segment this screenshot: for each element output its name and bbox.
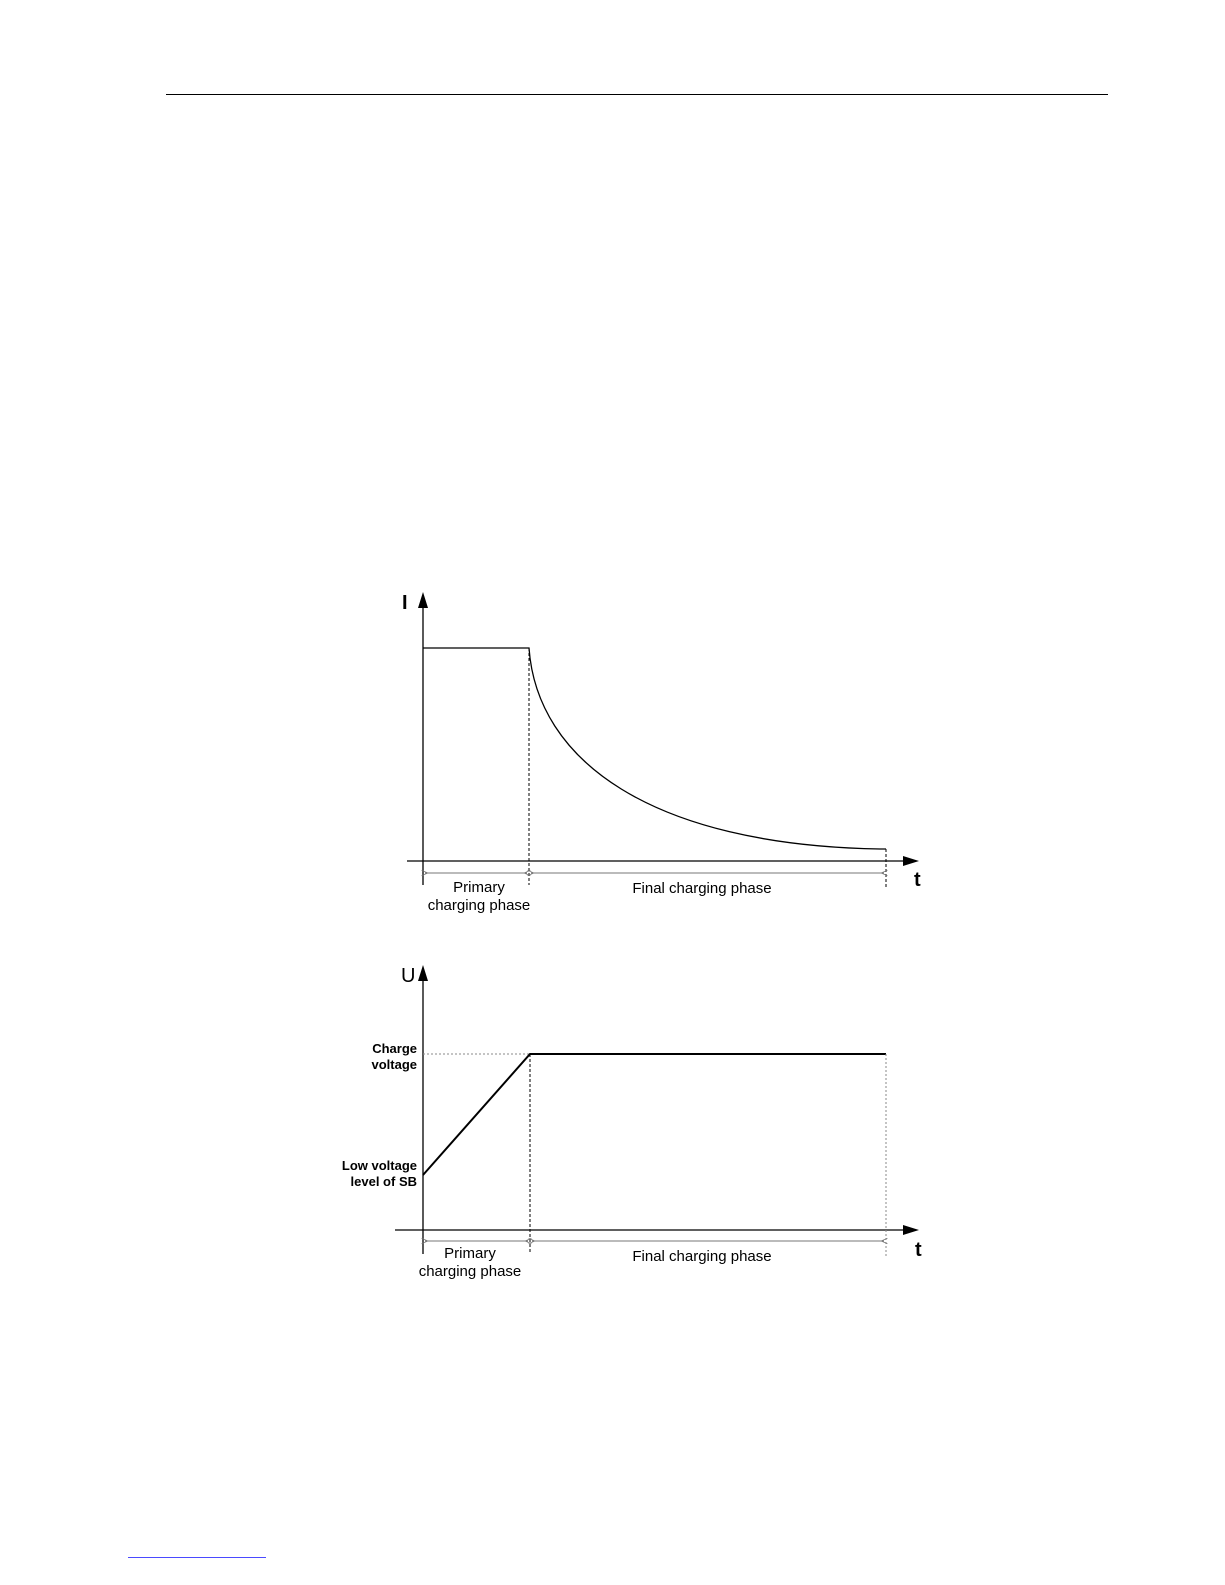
voltage-x-axis-label: t <box>915 1239 922 1261</box>
voltage-final-label: Final charging phase <box>632 1248 772 1265</box>
voltage-primary-label-1: Primary <box>444 1245 496 1262</box>
charge-voltage-label-1: Charge <box>372 1041 417 1056</box>
current-x-arrow-icon <box>903 856 919 866</box>
charge-voltage-label-2: voltage <box>371 1057 417 1072</box>
voltage-y-axis-label: U <box>401 965 416 987</box>
footer-rule <box>128 1557 266 1558</box>
voltage-curve <box>423 1054 886 1175</box>
current-primary-label-2: charging phase <box>427 897 531 914</box>
voltage-chart <box>342 965 922 1280</box>
current-final-label: Final charging phase <box>632 880 772 897</box>
current-x-axis-label: t <box>914 869 921 891</box>
current-y-axis-label: I <box>402 592 408 614</box>
current-chart <box>402 592 921 914</box>
low-voltage-label-2: level of SB <box>350 1174 417 1189</box>
voltage-y-arrow-icon <box>418 965 428 981</box>
low-voltage-label-1: Low voltage <box>341 1158 417 1173</box>
current-primary-label-1: Primary <box>453 879 505 896</box>
current-y-arrow-icon <box>418 592 428 608</box>
voltage-x-arrow-icon <box>903 1225 919 1235</box>
voltage-primary-label-2: charging phase <box>418 1263 522 1280</box>
current-curve <box>423 648 886 849</box>
